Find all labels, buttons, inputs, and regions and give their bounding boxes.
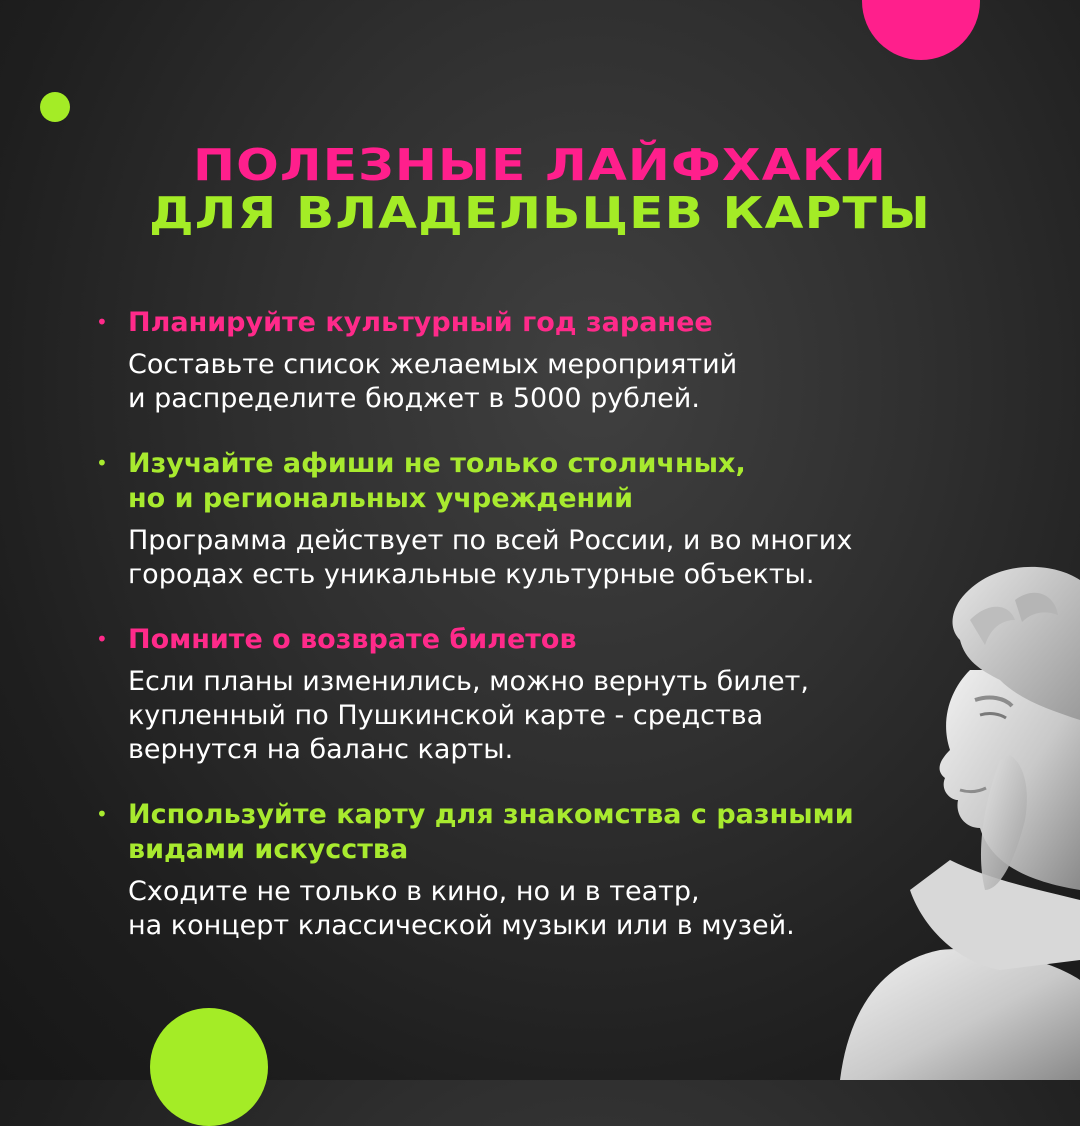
tips-list — [96, 305, 936, 943]
title-line-2: ДЛЯ ВЛАДЕЛЬЦЕВ КАРТЫ — [148, 188, 932, 239]
tip-heading: Изучайте афиши не только столичных, но и региональных учреждений — [128, 448, 746, 514]
tip-body: Сходите не только в кино, но и в театр, на концерт классической музыки или в музей. — [128, 876, 795, 941]
decorative-pink-circle — [862, 0, 980, 60]
tip-item — [96, 622, 936, 767]
tip-heading: Планируйте культурный год заранее — [128, 307, 713, 338]
tip-item — [96, 446, 936, 592]
tip-heading: Помните о возврате билетов — [128, 624, 577, 655]
bullet-marker: • — [96, 310, 108, 334]
tip-body: Программа действует по всей России, и во многих городах есть уникальные культурные объекты. — [128, 525, 853, 590]
tip-item — [96, 305, 936, 416]
bullet-marker: • — [96, 627, 108, 651]
decorative-green-dot — [40, 92, 70, 122]
bullet-marker: • — [96, 451, 108, 475]
tip-item — [96, 797, 936, 943]
tip-heading: Используйте карту для знакомства с разными видами искусства — [128, 799, 854, 865]
title-line-1: ПОЛЕЗНЫЕ ЛАЙФХАКИ — [193, 140, 887, 191]
bullet-marker: • — [96, 802, 108, 826]
decorative-green-circle — [150, 1008, 268, 1126]
tip-body: Если планы изменились, можно вернуть билет, купленный по Пушкинской карте - средства вернутся на баланс карты. — [128, 666, 809, 765]
tip-body: Составьте список желаемых мероприятий и распределите бюджет в 5000 рублей. — [128, 349, 738, 414]
